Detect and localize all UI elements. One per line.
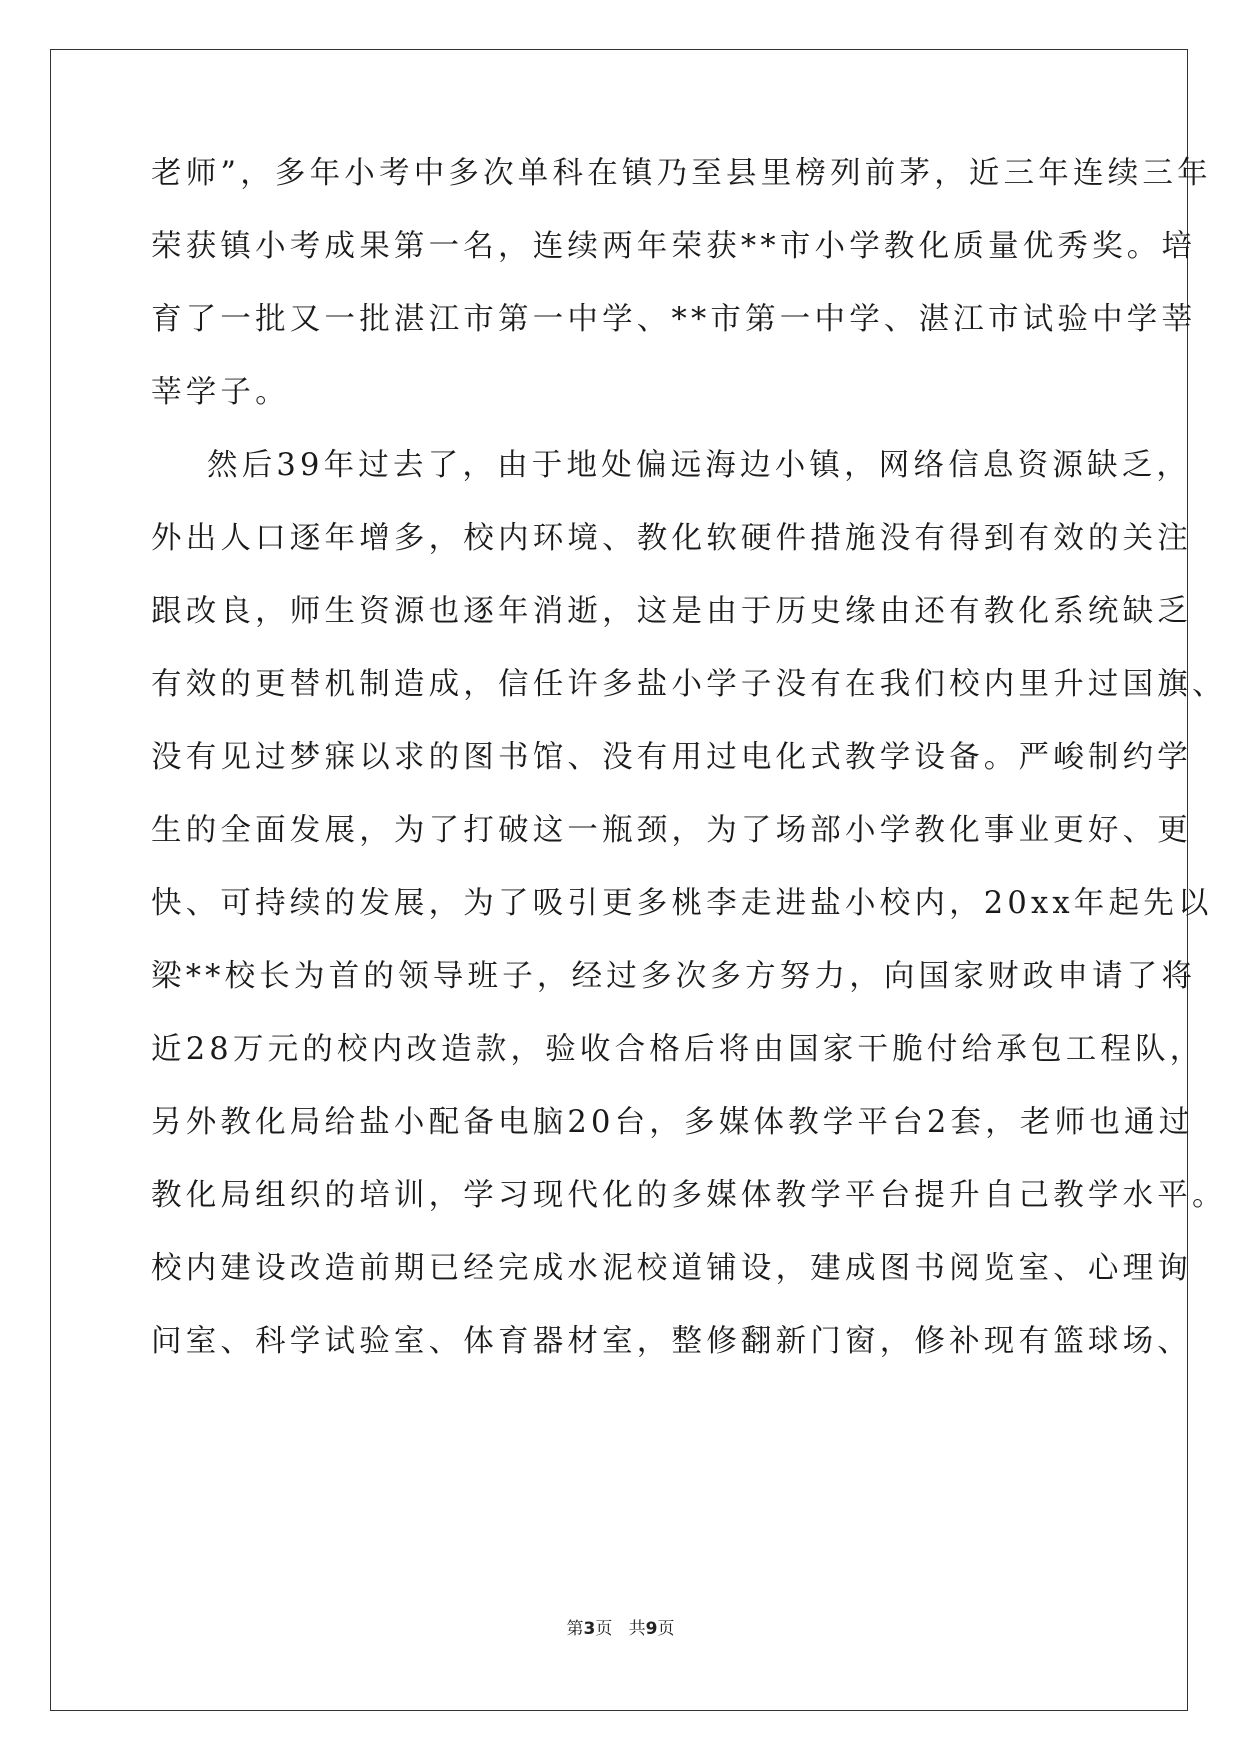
paragraph-first-line: 然后39年过去了，由于地处偏远海边小镇，网络信息资源缺乏， xyxy=(207,448,1192,483)
page-footer xyxy=(0,1614,1241,1639)
text-line: 育了一批又一批湛江市第一中学、**市第一中学、湛江市试验中学莘 xyxy=(151,302,1197,337)
page-mid: 页 共 xyxy=(595,1619,646,1639)
page-total: 9 xyxy=(645,1619,658,1639)
page-prefix: 第 xyxy=(566,1619,584,1639)
text-line: 没有见过梦寐以求的图书馆、没有用过电化式教学设备。严峻制约学 xyxy=(151,740,1192,775)
text-line: 莘学子。 xyxy=(151,375,290,410)
text-line: 近28万元的校内改造款，验收合格后将由国家干脆付给承包工程队， xyxy=(151,1032,1205,1067)
page-current: 3 xyxy=(583,1619,596,1639)
text-line: 梁**校长为首的领导班子，经过多次多方努力，向国家财政申请了将 xyxy=(151,959,1197,994)
text-line: 外出人口逐年增多，校内环境、教化软硬件措施没有得到有效的关注 xyxy=(151,521,1192,556)
text-line: 生的全面发展，为了打破这一瓶颈，为了场部小学教化事业更好、更 xyxy=(151,813,1192,848)
text-line: 有效的更替机制造成，信任许多盐小学子没有在我们校内里升过国旗、 xyxy=(151,667,1227,702)
text-line: 荣获镇小考成果第一名，连续两年荣获**市小学教化质量优秀奖。培 xyxy=(151,229,1197,264)
text-line: 教化局组织的培训，学习现代化的多媒体教学平台提升自己教学水平。 xyxy=(151,1178,1227,1213)
text-line: 快、可持续的发展，为了吸引更多桃李走进盐小校内，20xx年起先以 xyxy=(151,886,1213,921)
page-border xyxy=(50,49,1188,1711)
text-line: 问室、科学试验室、体育器材室，整修翻新门窗，修补现有篮球场、 xyxy=(151,1324,1192,1359)
text-line: 老师”，多年小考中多次单科在镇乃至县里榜列前茅，近三年连续三年 xyxy=(151,156,1212,191)
page-suffix: 页 xyxy=(657,1619,675,1639)
text-line: 跟改良，师生资源也逐年消逝，这是由于历史缘由还有教化系统缺乏 xyxy=(151,594,1192,629)
text-line: 另外教化局给盐小配备电脑20台，多媒体教学平台2套，老师也通过 xyxy=(151,1105,1194,1140)
text-line: 校内建设改造前期已经完成水泥校道铺设，建成图书阅览室、心理询 xyxy=(151,1251,1192,1286)
